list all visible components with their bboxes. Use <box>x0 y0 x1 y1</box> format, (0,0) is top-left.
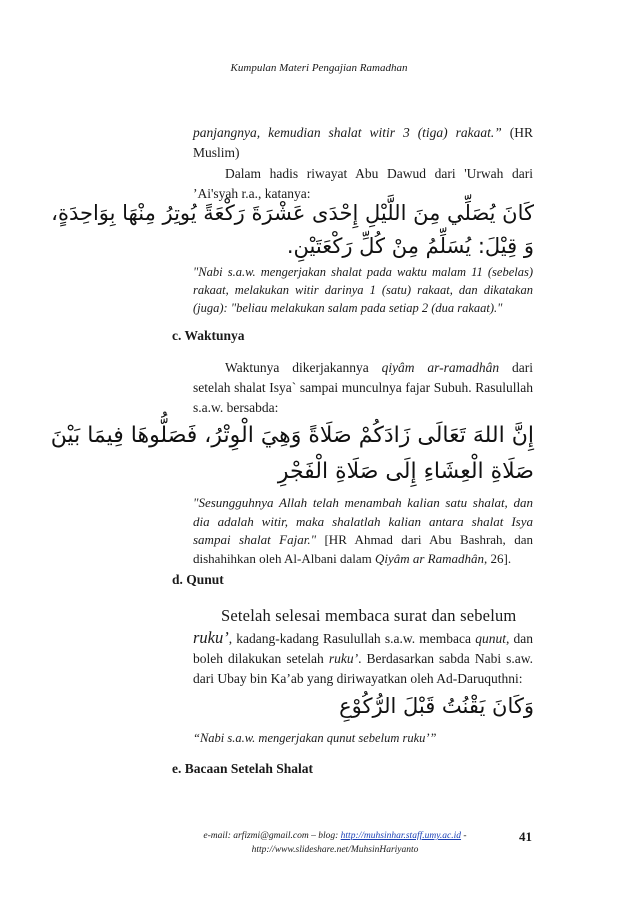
qunut-text-2: , dan boleh dilakukan setelah <box>193 631 533 666</box>
translation-2-italic: "Sesungguhnya Allah telah menambah kalian satu shalat, dan dia adalah witir, maka shalatlah kalian antara shalat Isya sampai shalat Fajar." <box>193 495 533 547</box>
section-heading-bacaan: e. Bacaan Setelah Shalat <box>172 761 314 776</box>
running-header: Kumpulan Materi Pengajian Ramadhan <box>230 62 408 74</box>
translation-2-ref-pre: [HR Ahmad dari Abu Bashrah, dan dishahihkan oleh Al-Albani dalam <box>193 532 533 566</box>
arabic-hadith-2-line-1: إِنَّ اللهَ تَعَالَى زَادَكُمْ صَلَاةً وَهِيَ الْوِتْرُ، فَصَلُّوهَا فِيمَا بَيْنَ <box>50 423 534 448</box>
qunut-lead-line: Setelah selesai membaca surat dan sebelum <box>221 606 517 625</box>
hadith-translation-1: "Nabi s.a.w. mengerjakan shalat pada waktu malam 11 (sebelas) rakaat, melakukan witir darinya 1 (satu) rakaat, dan dikatakan (juga): "beliau melakukan salam pada setiap 2 (dua rakaat)." <box>193 265 533 315</box>
quote-end-ref: (HR Muslim) <box>193 125 533 160</box>
qunut-ruku-2: ruku’ <box>328 651 359 666</box>
arabic-qunut: وَكَانَ يَقْنُتُ قَبْلَ الرُّكُوْعِ <box>339 694 534 718</box>
translation-2-ref-post: , 26]. <box>484 550 512 566</box>
intro-paragraph: Dalam hadis riwayat Abu Dawud dari 'Urwah dari ’Ai'syah r.a., katanya: <box>193 166 533 201</box>
qunut-ruku-1: ruku’ <box>193 628 229 647</box>
section-heading-waktunya: c. Waktunya <box>172 328 245 343</box>
arabic-hadith-line-2: وَ قِيْلَ: يُسَلِّمُ مِنْ كُلِّ رَكْعَتَيْنِ. <box>286 234 534 258</box>
qunut-term: qunut <box>475 631 506 646</box>
translation-2-book: Qiyâm ar Ramadhân <box>374 550 485 566</box>
blog-link[interactable]: http://muhsinhar.staff.umy.ac.id <box>340 831 462 841</box>
waktunya-term: qiyâm ar-ramadhân <box>381 360 500 375</box>
qunut-text-3: . Berdasarkan sabda Nabi s.aw. dari Ubay bin Ka’ab yang diriwayatkan oleh Ad-Daruquthni: <box>193 651 533 686</box>
quote-end-paragraph <box>193 123 533 163</box>
section-heading-qunut: d. Qunut <box>172 572 224 587</box>
waktunya-text-pre: Waktunya dikerjakannya <box>225 360 382 375</box>
arabic-hadith-line-1: كَانَ يُصَلِّي مِنَ اللَّيْلِ إِحْدَى عَشْرَةَ رَكْعَةً يُوتِرُ مِنْهَا بِوَاحِدَةٍ، <box>51 201 534 225</box>
qunut-translation: “Nabi s.a.w. mengerjakan qunut sebelum ruku’” <box>193 731 437 745</box>
waktunya-text-post: dari setelah shalat Isya` sampai munculnya fajar Subuh. Rasulullah s.a.w. bersabda: <box>193 360 533 415</box>
slideshare-link[interactable]: http://www.slideshare.net/MuhsinHariyanto <box>251 845 419 855</box>
quote-end-text: panjangnya, kemudian shalat witir 3 (tiga) rakaat.” <box>193 125 502 140</box>
footer-contact <box>185 829 485 857</box>
qunut-text-1: , kadang-kadang Rasulullah s.a.w. membaca <box>228 631 476 646</box>
qunut-paragraph <box>193 604 533 689</box>
footer-line-1 <box>185 829 485 843</box>
waktunya-paragraph <box>193 358 533 418</box>
hadith-translation-2 <box>193 494 533 568</box>
footer-email: e-mail: arfizmi@gmail.com – blog: <box>203 831 341 841</box>
footer-line-2 <box>185 843 485 857</box>
page-number: 41 <box>519 829 532 844</box>
qunut-body <box>193 628 533 689</box>
arabic-hadith-2-line-2: صَلَاةِ الْعِشَاءِ إِلَى صَلَاةِ الْفَجْرِ <box>277 459 534 484</box>
footer-sep: - <box>461 831 467 841</box>
